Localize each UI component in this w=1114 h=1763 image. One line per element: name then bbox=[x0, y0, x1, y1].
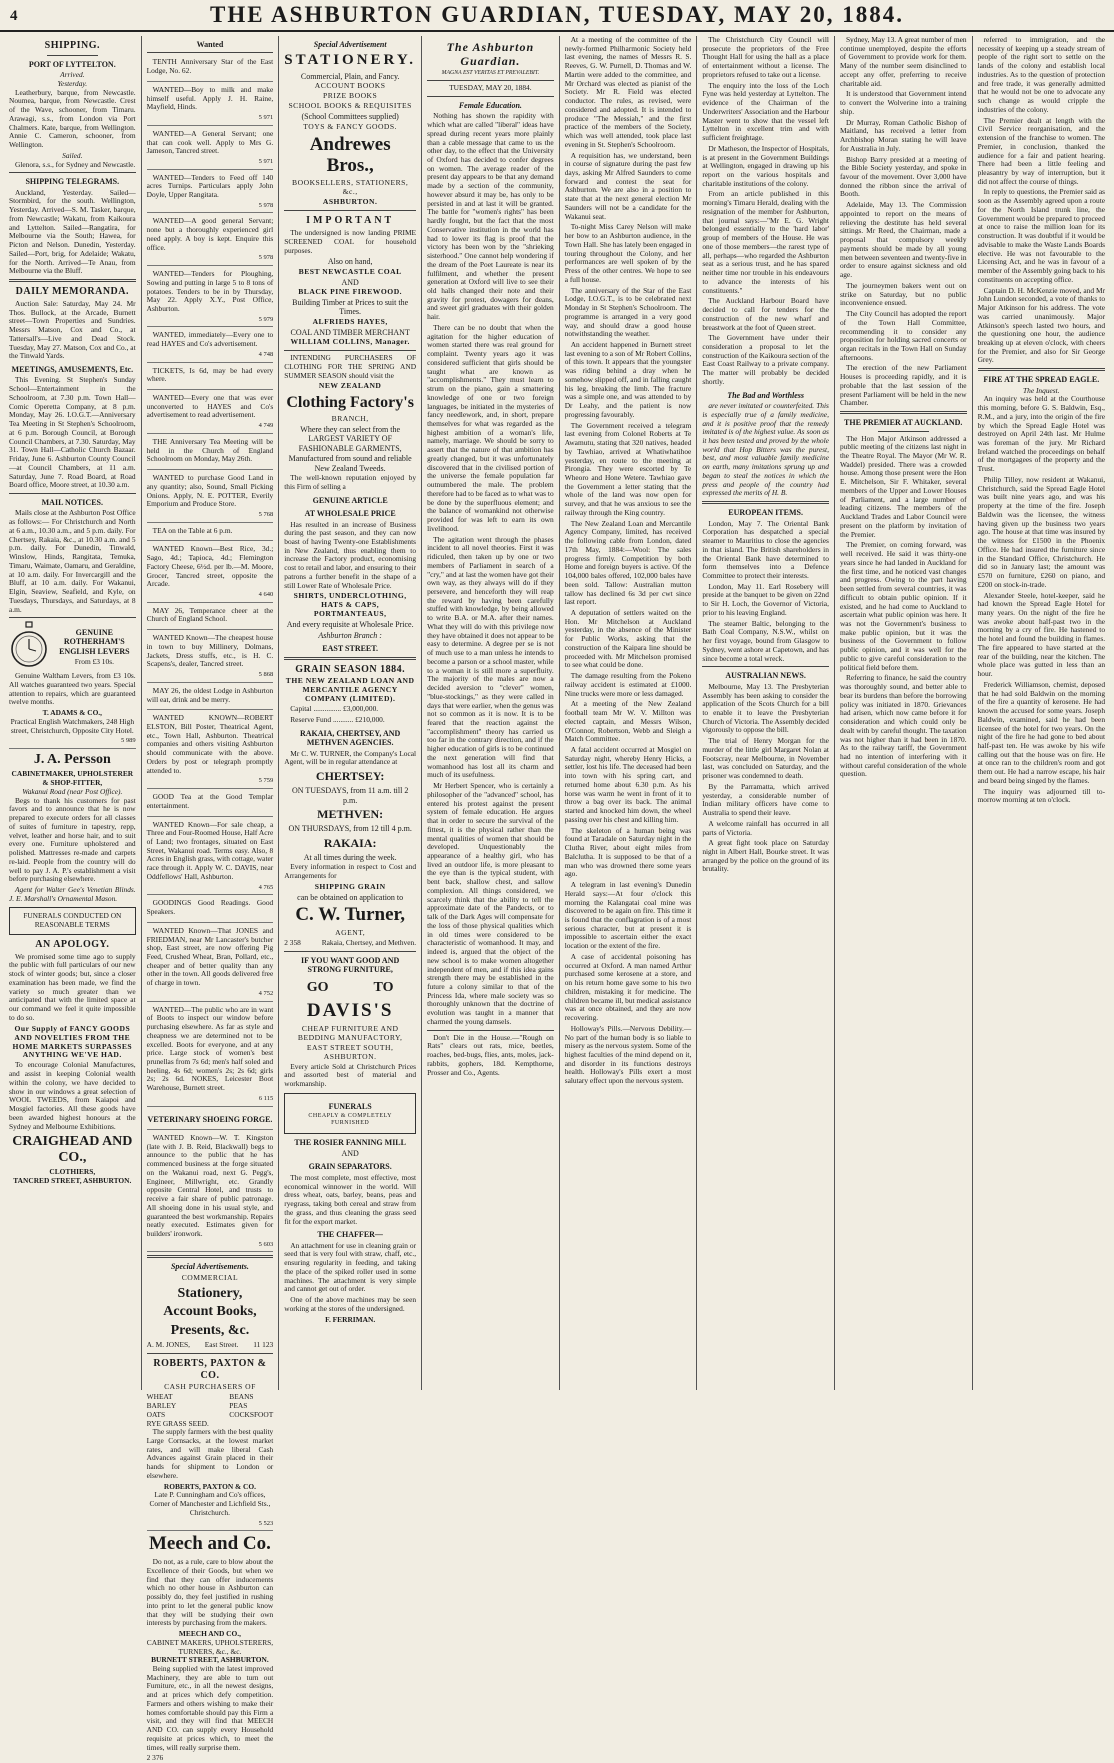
classified-ad: VETERINARY SHOEING FORGE. bbox=[147, 1109, 274, 1130]
ad-ref: 5 978 bbox=[258, 254, 274, 262]
news-paragraph: An accident happened in Burnett street last evening to a son of Mr Robert Collins, of this town. It appears that the youngster was riding behind a dray when he somehow slipped off, and in falling caught his leg, breaking the limb. The fracture was a simple one, and was attended to by Dr Leahy, and the patient is now progressing favourably. bbox=[564, 339, 692, 419]
european-paragraph: The steamer Baltic, belonging to the Bath Coal Company, N.S.W., whilst on her first voyage, bound from Glasgow to Sydney, went ashore at Capetown, and has since become a total wreck. bbox=[702, 618, 829, 663]
european-paragraph: London, May 11. Earl Rosebery will preside at the banquet to be given on 22nd to Sir H. Loch, the Governor of Victoria, prior to his leaving England. bbox=[702, 581, 829, 617]
meech-text: Do not, as a rule, care to blow about the Excellence of their Goods, but when we find that they can offer inducements which no other house in Ashburton can possibly do, they feel justified in rushing into print to let the general public know that they will be studying their own interests by purchasing from the makers. bbox=[146, 1557, 274, 1628]
stationery-line: TOYS & FANCY GOODS. bbox=[303, 121, 398, 131]
funerals-box: FUNERALS CONDUCTED ON REASONABLE TERMS bbox=[9, 907, 136, 934]
news-paragraph: From an article published in this morning's Timaru Herald, dealing with the resignation of the member for Ashburton, that journal says:—"Mr E. G. Wright belonged essentially to the 'hard labor' group of members of the House. He was one of those members—the rarest type of all, perhaps—who regarded the Ashburton seat as a serious trust, and he has spared neither time nor trouble in his endeavours to advance the interests of his constituents." bbox=[702, 189, 829, 295]
turner-name: C. W. Turner, bbox=[295, 904, 405, 926]
turner-agent: AGENT, bbox=[335, 928, 366, 938]
news-paragraph: The New Zealand Loan and Mercantile Agency Company, limited, has received the following cable from London, dated 17th May, 1884:—Wool: The sales progress firmly. Competition by both Home and foreign buyers is active. Of the 104,000 bales offered, 102,000 bales have been sold. Tallow: Australian mutton tallow has declined 6s 3d per cwt since last report. bbox=[564, 518, 692, 607]
andrewes-heading: Andrewes Bros., bbox=[309, 133, 391, 176]
ad-ref: 5 768 bbox=[258, 511, 274, 518]
ad-ref: 5 868 bbox=[258, 671, 274, 679]
nzl-heading: THE NEW ZEALAND LOAN AND MERCANTILE AGENCY COMPANY (LIMITED). bbox=[285, 676, 415, 704]
funerals-box: FUNERALS CHEAPLY & COMPLETELY FURNISHED bbox=[284, 1093, 416, 1134]
important-line: Also on hand, bbox=[327, 257, 373, 267]
important-sign: ALFRIEDS HAYES, bbox=[312, 316, 388, 326]
classified-ad: TICKETS, Is 6d, may be had every where. bbox=[147, 365, 274, 390]
column-5 bbox=[560, 36, 698, 1390]
grain-season-heading: GRAIN SEASON 1884. bbox=[295, 663, 406, 675]
european-paragraph: London, May 7. The Oriental Bank Corporation has despatched a special steamer to Mauritius to close the agencies in that island. The British shareholders in the Oriental Bank have determined to form themselves into a Defence Committee to protect their interests. bbox=[702, 518, 829, 580]
meech-heading: Meech and Co. bbox=[148, 1533, 271, 1555]
ad-ref: 4 765 bbox=[258, 883, 274, 891]
genuine-label: GENUINE ARTICLE bbox=[312, 495, 388, 505]
news-paragraph: Captain D. H. McKenzie moved, and Mr John Lundon seconded, a vote of thanks to Major Atkinson for his address. The vote was carried unanimously. Major Atkinson's speech lasted two hours, and the questioning one hour, the audience breaking up at eleven o'clock, with cheers for the Premier, and also for Sir George Grey. bbox=[977, 285, 1106, 365]
page-title: THE ASHBURTON GUARDIAN, TUESDAY, MAY 20, 1884. bbox=[209, 2, 904, 27]
memoranda-heading: DAILY MEMORANDA. bbox=[15, 286, 129, 298]
apology-heading: AN APOLOGY. bbox=[35, 938, 110, 950]
classified-ad: WANTED to purchase Good Land in any quantity; also, Sound, Small Picking Onions. Apply, N. E. POTTER, Everily Emporium and Produce Store. 5 768 bbox=[147, 472, 274, 523]
divider bbox=[147, 52, 274, 53]
ad-ref: 5 989 bbox=[121, 737, 136, 745]
australian-heading: AUSTRALIAN NEWS. bbox=[725, 671, 806, 681]
news-paragraph: The enquiry into the loss of the Loch Fyne was held yesterday at Lyttelton. The evidence of the Chairman of the Underwriters' Association and the Harbour Master went to show that the vessel left Lyttelton in excellent trim and with sufficient freightage. bbox=[702, 80, 829, 143]
reserve-line: Reserve Fund ........... £210,000. bbox=[290, 714, 385, 724]
ferriman-sign: F. FERRIMAN. bbox=[325, 1314, 376, 1324]
cash-purchasers: CASH PURCHASERS OF bbox=[164, 1382, 256, 1392]
arrived-heading: Arrived. bbox=[60, 70, 85, 80]
watch-ad bbox=[9, 621, 136, 669]
guardian-masthead: The Ashburton Guardian. bbox=[446, 40, 535, 69]
persson-address: Wakanui Road (near Post Office). bbox=[22, 786, 123, 796]
column-8 bbox=[973, 36, 1110, 1390]
watch-address: Practical English Watchmakers, 248 High street, Christchurch, Opposite City Hotel. bbox=[10, 716, 135, 735]
chertsey-label: CHERTSEY: bbox=[315, 769, 385, 784]
divider bbox=[284, 951, 416, 952]
news-paragraph: The City Council has adopted the report of the Town Hall Committee, recommending it to consider any proposition for holding sacred concerts or organ recitals in the Town Hall on Sunday afternoons. bbox=[839, 309, 967, 362]
commercial-label: COMMERCIAL bbox=[181, 1272, 239, 1282]
east-street: EAST STREET. bbox=[322, 644, 379, 654]
classified-ad: WANTED Known—For sale cheap, a Three and Four-Roomed House, Half Acre of Land; two frontages, situated on East Street, Wakanui road. Terms easy. Also, 8 Acres in English grass, with cottage, water race through it. Apply W. C. DAVIS, near Oddfellows' Hall, Ashburton. 4 765 bbox=[147, 819, 274, 896]
classified-ad: WANTED—Every one that was ever unconverted to HAYES and Co's advertisement to read advertisement. 4 749 bbox=[147, 392, 274, 434]
classified-ad: WANTED KNOWN—ROBERT ELSTON, Bill Poster, Theatrical Agent, etc., Town Hall, Ashburton. Theatrical companies and others visiting Ashburton should communicate with the above. Orders by post or telegraph promptly attended to. 5 759 bbox=[147, 712, 274, 789]
classified-ad: WANTED—Tenders for Ploughing, Sowing and putting in large 5 to 8 tons of potatoes. Tenders to be in by Thursday, May 22. Apply X.Y., Post Office, Ashburton. 5 979 bbox=[147, 268, 274, 327]
apology-tail: To encourage Colonial Manufactures, and assist in keeping Colonial wealth within the colony, we have decided to show in our windows a great selection of WOOL TWEEDS, from Kaiapoi and Mosgiel factories. All these goods have been awarded highest honours at the Sydney and Melbourne Exhibitions. bbox=[9, 1060, 136, 1131]
presents-label: Presents, &c. bbox=[170, 1322, 250, 1338]
persson-sub: CABINETMAKER, UPHOLSTERER & SHOP-FITTER, bbox=[11, 769, 134, 788]
ad-ref: 6 115 bbox=[258, 1094, 274, 1102]
news-paragraph: The skeleton of a human being was found at Taradale on Saturday night in the Clutha River, about eight miles from Balclutha. It is supposed to be that of a man who was drowned there some years ago. bbox=[564, 825, 692, 879]
andrewes-town: ASHBURTON. bbox=[322, 197, 378, 207]
meetings-heading: MEETINGS, AMUSEMENTS, Etc. bbox=[11, 365, 134, 375]
shipping-grain: SHIPPING GRAIN bbox=[314, 881, 386, 891]
watch-signature: T. ADAMS & CO., bbox=[42, 708, 103, 718]
branch-line: Ashburton Branch : bbox=[318, 630, 382, 640]
stationery-line: (School Committees supplied) bbox=[301, 112, 399, 122]
clothing-heading: Clothing Factory's bbox=[286, 394, 414, 412]
news-paragraph: At a meeting of the New Zealand football team Mr W. V. Millton was elected captain, and Messrs Wilson, O'Connor, Robertson, Webb and Sleigh a Match Committee. bbox=[564, 699, 692, 744]
stationery-line: PRIZE BOOKS bbox=[323, 91, 378, 101]
apology-text: We promised some time ago to supply the public with full particulars of our new stock of winter goods; but, since a closer examination has been made, we find the variety so much greater than we anticipated that with the limited space at our command we feel it quite impossible to do so. bbox=[9, 951, 136, 1022]
important-manager: WILLIAM COLLINS, Manager. bbox=[290, 337, 410, 347]
methven-when: ON THURSDAYS, from 12 till 4 p.m. bbox=[288, 824, 412, 834]
divider bbox=[147, 1353, 274, 1354]
classified-ad: WANTED Known—Best Rice, 3d.; Sago, 4d.; Tapioca, 4d.; Flemington Factory Cheese, 6½d. per lb.—M. Moore, Grocer, Tancred street, opposite the Arcade. 4 640 bbox=[147, 543, 274, 602]
news-paragraph: At a meeting of the committee of the newly-formed Philharmonic Society held last evening, the names of Messrs R. S. Reeves, G. W. Purnell, D. Thomas and W. Martin were added to the committee, and Mr Orchard was elected as pianist of the Society. Mr R. Field was elected conductor. The rules, as revised, were considered and adopted. It is intended to produce "The Messiah," and the first practice of the members of the Society, which was well attended, took place last evening in St. Stephen's Schoolroom. bbox=[564, 35, 692, 149]
news-paragraph: Dr Matheson, the Inspector of Hospitals, is at present in the Government Buildings at Wellington, engaged in drawing up his report on the various hospitals and charitable institutions of the colony. bbox=[702, 143, 829, 188]
bad-heading: The Bad and Worthless bbox=[727, 390, 805, 400]
column-1 bbox=[4, 36, 142, 1390]
chaffer-text2: One of the above machines may be seen working at the stores of the undersigned. bbox=[284, 1295, 417, 1313]
telegrams-text: Auckland, Yesterday. Sailed—Stormbird, for the south. Wellington, Yesterday. Arrived—S. M. Tasker, barque, from Newcastle; Wakatu, from Kaikoura and Lyttelton. Sailed—Rangatira, for Melbourne via the South; Hawea, for Picton and Nelson. Dunedin, Yesterday. Sailed—Port, brig, for Adelaide; Wakatu, for the North. Arrived—Te Anau, from Melbourne via the Bluff. bbox=[9, 187, 136, 276]
advertisement-paragraph: Holloway's Pills.—Nervous Debility.—No part of the human body is so liable to misery as the nervous system. Some of the highest faculties of the mind depend on it, and disorder in its functions destroys health. Holloway's Pills exert a most salutary effect upon the nervous system. bbox=[564, 1023, 692, 1086]
want-heading: IF YOU WANT GOOD AND STRONG FURNITURE, bbox=[301, 955, 400, 975]
turner-row: 2 358 Rakaia, Chertsey, and Methven. bbox=[284, 938, 417, 948]
jones-row: A. M. JONES, East Street. 11 123 bbox=[146, 1340, 274, 1350]
ad-ref: 5 759 bbox=[258, 777, 274, 785]
ad-ref: 5 971 bbox=[258, 114, 274, 122]
news-paragraph: The Premier dealt at length with the Civil Service reorganisation, and the extension of the franchise to women. The Premier, in conclusion, thanked the audience for a fair and patient hearing. There had been a little feeling and pleasantry by way of interruption, but it did not affect the course of things. bbox=[977, 115, 1106, 186]
watch-heading: GENUINE ROTHERHAM'S ENGLISH LEVERS bbox=[59, 627, 130, 656]
premier-paragraph: The Premier, on coming forward, was well received. He said it was thirty-one years since he had landed in Auckland for the first time, and he noticed vast changes and progress. Owing to the part having been settled from several countries, it was difficult to obtain public opinion. If it existed, and he had come to Auckland to ascertain what public opinion was here. It was not the Government's business to make public opinion, but it was the business of the Government to follow public opinion, and it was well for the public to give careful consideration to the political field before them. bbox=[839, 540, 967, 672]
davis-sub: CHEAP FURNITURE AND BEDDING MANUFACTORY, bbox=[297, 1023, 403, 1042]
watch-text: Genuine Waltham Levers, from £3 10s. All watches guaranteed two years. Special attention to repairs, which are guaranteed twelve months. bbox=[9, 671, 136, 707]
article-paragraph: Nothing has shown the rapidity with which what are called "liberal" ideas have spread during recent years more plainly than a cable message that came to us the other day, to the effect that the University of Oxford has decided to confer degrees on women. The average reader of the present day appears to be that any demand made by a section of the community, however absurd it may be, has only to be persisted in and at last it will be granted. The battle for "women's rights" has been hardly fought, but the fact that the most Conservative institution in the world has had to lower its flag is proof that the victory has been won by the "shrieking sisterhood." One cannot help wondering if the dream of the Poet Laureate is near its fulfilment, and whether the present generation at Oxford will live to see their old halls changed their note and their gravity for protest, dowagers for deans, and sweet girl graduates with their golden hair. bbox=[427, 111, 554, 322]
wholesale-label: AT WHOLESALE PRICE bbox=[304, 509, 396, 519]
meech-sub: CABINET MAKERS, UPHOLSTERERS, TURNERS, &c., &c. bbox=[146, 1637, 274, 1656]
classified-ad: WANTED—The public who are in want of Boots to inspect our window before purchasing elsewhere. As far as style and cheapness we are determined not to be excelled. Boots for everyone, and at any price. Large stock of women's best prunellas from 7s 6d; men's half soled and heeling, 4s 6d; women's 2s; 2s 6d; girls 2s; 2s 6d. NOKES, Leicester Boot Warehouse, Burnett street. 6 115 bbox=[147, 1004, 274, 1107]
article-paragraph: The agitation went through the phases incident to all novel theories. First it was ridiculed, then taken up by one or two members of Parliament in search of a "cry," and at last the women have got their own way, as they always will do if they persevere, and henceforth they will reap the reward by having been carefully stuffed with knowledge, by being allowed to write B.A. or M.A. after their names. What they will do with this privilege now they have obtained it does not appear to be easy to determine. A degree per se is not of much use to a man unless he intends to become a parson or a school master, while to a woman it is still more a superfluity. The majority of the males are now a decided aversion to "clever" women, "blue-stockings," as they were called in days that were earlier, when the genus was not so common as it is now. It is to be feared that the reaction against the "accomplishment" theory has carried us too far in the contrary direction, and if the higher education of girls is to be continued the next generation will find that womanhood has lost all its charm and much of its usefulness. bbox=[427, 534, 554, 780]
column-6 bbox=[697, 36, 835, 1390]
stationery-label: Stationery, bbox=[177, 1285, 243, 1301]
column-4 bbox=[422, 36, 560, 1390]
special-heading: Special Advertisement bbox=[313, 40, 387, 49]
news-paragraph: The Auckland Harbour Board have decided to call for tenders for the construction of the new wharf and breastwork at the foot of Queen street. bbox=[702, 296, 829, 332]
premier-paragraph: The Hon Major Atkinson addressed a public meeting of the citizens last night in the Theatre Royal. The Mayor (Mr W. R. Waddel) presided. There was a crowded house. Among those present were the Hon E. Mitchelson, Sir F. Whitaker, several members of the Upper and Lower Houses of Parliament, and a large number of leading citizens. The members of the Auckland Trades and Labor Council were present on the platform by invitation of the Premier. bbox=[839, 433, 967, 539]
clothing-branch: BRANCH, bbox=[331, 414, 369, 424]
inquest-heading: The Inquest. bbox=[1023, 385, 1060, 395]
news-paragraph: To-night Miss Carey Nelson will make her bow to an Ashburton audience, in the Town Hall. She has lately been engaged in touring throughout the Colony, and her performances are well spoken of by the Press of the other centres. We hope to see a full house. bbox=[564, 222, 692, 284]
clothing-text: The well-known reputation enjoyed by this Firm of selling a bbox=[284, 473, 417, 491]
news-paragraph: Adelaide, May 13. The Commission appointed to report on the means of relieving the destitute has held several sittings. Mr Reed, the Chairman, made a proposal that compulsory weekly payments should be made by all young men between seventeen and twenty-five in order to ensure against sickness and old age. bbox=[839, 200, 967, 280]
classified-ad: GOOD Tea at the Good Templar entertainment. bbox=[147, 791, 274, 816]
agent-text: Mr C. W. TURNER, the Company's Local Agent, will be in regular attendance at bbox=[284, 748, 417, 767]
stationery-heading: STATIONERY. bbox=[284, 52, 417, 69]
port-heading: PORT OF LYTTELTON. bbox=[28, 59, 116, 69]
news-paragraph: The damage resulting from the Pokeno railway accident is estimated at £1000. Nine trucks were more or less damaged. bbox=[564, 671, 692, 698]
classified-ad: THE Anniversary Tea Meeting will be held in the Church of England Schoolroom on Monday, May 26th. bbox=[147, 436, 274, 470]
advertisement-paragraph: Don't Die in the House.—"Rough on Rats" clears out rats, mice, beetles, roaches, bed-bugs, flies, ants, moles, jack-rabbits, gophers, 18d. Kempthorne, Prosser and Co., Agents. bbox=[427, 1032, 554, 1077]
divider bbox=[284, 350, 416, 351]
divider bbox=[284, 210, 416, 211]
persson-agent: Agent for Walter Gee's Venetian Blinds. J. E. Marshall's Ornamental Mason. bbox=[9, 885, 136, 903]
sailed-text: Glenora, s.s., for Sydney and Newcastle. bbox=[15, 159, 136, 169]
clothing-intro: INTENDING PURCHASERS OF CLOTHING FOR THE SPRING AND SUMMER SEASON should visit the bbox=[284, 353, 417, 380]
fire-paragraph: Alexander Steele, hotel-keeper, said he had known the Spread Eagle Hotel for many years. On the night of the fire he was awoke about half-past two in the morning by a cry of fire. He hastened to the hotel and found the building in flames. The fire appeared to have started at the rear of the building, near the kitchen. The whole place was gutted in less than an hour. bbox=[977, 590, 1106, 679]
article-paragraph: There can be no doubt that when the agitation for the higher education of women started there was real ground for complaint. Twenty years ago it was considered sufficient that girls should be taught what are known as "accomplishments." They must learn to strum on the piano, gain a smattering knowledge of one or two foreign languages, be initiated in the mysteries of fancy needlework, and, in short, prepare themselves for what was regarded as the highest ambition of a woman's life, namely, marriage. We should be sorry to assert that the nature of that ambition has greatly changed, but it was unfortunately discovered that in the civilised portion of the universe the female population far outnumbered the male. The problem therefore had to be faced as to what was to be done by the superfluous element; and the balance of womankind not otherwise provided for was left to earn its own livelihood. bbox=[427, 322, 554, 533]
rosier-text: The most complete, most effective, most economical winnower in the world. Will dress wheat, oats, barley, beans, peas and ryegrass, taking both cereal and straw from the grass, and thus cleaning the grass seed fit for the export market. bbox=[284, 1172, 417, 1226]
meech-text2: Being supplied with the latest improved Machinery, they are able to turn out Furniture, etc., in all the newest designs, and at prices which defy competition. Farmers and others wishing to make their homes comfortable should pay this Firm a visit, and they will find that MEECH AND CO. can supply every Household requisite at prices which, to meet the times, will really surprise them. bbox=[146, 1663, 274, 1752]
news-paragraph: The Christchurch City Council will prosecute the proprietors of the Free Thought Hall for using the hall as a place of entertainment without a license. The proprietors refused to take out a license. bbox=[702, 35, 829, 79]
masthead bbox=[0, 0, 1114, 32]
telegrams-heading: SHIPPING TELEGRAMS. bbox=[25, 177, 120, 187]
important-line: Building Timber at Prices to suit the Times. bbox=[292, 298, 409, 317]
craighead-name: CRAIGHEAD AND CO., bbox=[12, 1134, 133, 1165]
ad-ref: 4 752 bbox=[258, 989, 274, 997]
roberts-address: Late P. Cunningham and Co's offices, Corner of Manchester and Lichfield Sts., Christchurch. bbox=[149, 1490, 271, 1517]
can-obtain: can be obtained on application to bbox=[297, 892, 404, 902]
ad-ref: 4 640 bbox=[258, 591, 274, 599]
stationery-line: SCHOOL BOOKS & REQUISITES bbox=[288, 101, 412, 111]
important-sign: COAL AND TIMBER MERCHANT bbox=[290, 327, 410, 337]
divider bbox=[427, 1030, 554, 1031]
clothing-manufactured: Manufactured from sound and reliable New Zealand Tweeds. bbox=[288, 454, 412, 473]
european-heading: EUROPEAN ITEMS. bbox=[728, 508, 803, 518]
roberts-sign: ROBERTS, PAXTON & CO. bbox=[163, 1481, 256, 1491]
fancy-heading: Our Supply of FANCY GOODS AND NOVELTIES FROM THE HOME MARKETS SURPASSES ANYTHING WE'VE HAD. bbox=[12, 1023, 133, 1060]
divider bbox=[978, 368, 1105, 371]
bad-text: are never imitated or counterfeited. This is especially true of a family medicine, and it is positive proof that the remedy imitated is of the highest value. As soon as it has been tested and proved by the whole world that Hop Bitters was the purest, best, and most valuable family medicine on earth, many imitations sprung up and began to steal the notices in which the press and people of the country had expressed the merits of H. B. bbox=[702, 401, 829, 498]
news-paragraph: Sydney, May 13. A great number of men continue unemployed, despite the efforts of Government to provide work for them. Many of the number seem disinclined to accept any offer, preferring to receive charitable aid. bbox=[839, 35, 967, 88]
divider bbox=[878, 431, 929, 432]
important-text: The undersigned is now landing PRIME SCREENED COAL for household purposes. bbox=[284, 228, 417, 255]
ad-ref: 2 376 bbox=[146, 1753, 164, 1763]
news-paragraph: A fatal accident occurred at Mosgiel on Saturday night, whereby Henry Hicks, a settler, lost his life. The deceased had been into town with his spring cart, and returned home about 6.30 p.m. As his horse was warm he went in front of it to throw a bag over its back. The animal started and knocked him down, the wheel passing over his chest and killing him. bbox=[564, 745, 692, 824]
important-heading: IMPORTANT bbox=[306, 215, 395, 227]
clothing-text2: Has resulted in an increase of Business during the past season, and they can now boast of having Twenty-one Establishments in New Zealand, thus enabling them to increase the Factory product, economising cost to retail and labor, and ensuring to their patrons a further benefit in the shape of a still Lower Rate of Wholesale Price. bbox=[284, 519, 417, 590]
news-paragraph: A case of accidental poisoning has occurred at Oxford. A man named Arthur purchased some kerosene at a store, and on his return home gave some to his two children, mistaking it for medicine. The children became ill, but medical assistance was at once obtained, and they are now recovering. bbox=[564, 951, 692, 1023]
column-2 bbox=[142, 36, 280, 1763]
shipping-heading: SHIPPING. bbox=[44, 40, 100, 51]
craighead-address: TANCRED STREET, ASHBURTON. bbox=[13, 1175, 132, 1185]
fire-paragraph: Philip Tilley, now resident at Wakanui, Christchurch, said the Spread Eagle Hotel was built nine years ago, and was his property at the time of the fire. Joseph Baldwin was the licensee, the witness having given up the business two years ago. The house at that time was insured by the witness for £1500 in the Phoenix Office. He had insured the furniture since in the Standard Office, Christchurch. He did so in January last; the amount was £570 on furniture, £260 on piano, and £200 on stock-in-trade. bbox=[977, 474, 1106, 589]
memoranda-text: Auction Sale: Saturday, May 24. Mr Thos. Bullock, at the Arcade, Burnett street—Town Properties and Sundries. Messrs Matson, Cox and Co., at Tattersall's—Live and Dead Stock. Tuesday, May 27. Matson, Cox and Co., at the Tinwald Yards. bbox=[9, 298, 136, 361]
australian-paragraph: A great fight took place on Saturday night in Albert Hall, Bourke street. It was arranged by the police on the ground of its brutality. bbox=[702, 838, 829, 874]
news-paragraph: In reply to questions, the Premier said as soon as the Assembly agreed upon a route for the North Island trunk line, the Government would be prepared to proceed at once to raise the million loan for its construction. It was doubtful if it would be advisable to make the Waste Lands Boards elective. He was not favourable to the Licensing Act, and he was in favour of a member of the Assembly going back to his constituents on accepting office. bbox=[977, 187, 1106, 284]
divider bbox=[9, 172, 136, 173]
column-7 bbox=[835, 36, 973, 1390]
newspaper-columns bbox=[4, 35, 1110, 1763]
davis-heading: DAVIS'S bbox=[306, 1000, 394, 1022]
divider bbox=[702, 501, 829, 504]
fire-paragraph: Frederick Williamson, chemist, deposed that he had sold Baldwin on the morning of the fire a quantity of kerosene. He had known the accused for some years. Joseph Baldwin, examined, said he had been licensee of the hotel for two years. On the night of the fire he had gone to bed about half-past ten. He was awoke by his wife calling out that the house was on fire. He at once ran to the children's room and got them out. He had a narrow escape, his hair and beard being singed by the flames. bbox=[977, 679, 1106, 785]
special-heading: Special Advertisements. bbox=[170, 1262, 249, 1272]
meech-address: BURNETT STREET, ASHBURTON. bbox=[151, 1655, 269, 1665]
divider bbox=[427, 80, 554, 81]
andrewes-sub: BOOKSELLERS, STATIONERS, &c., bbox=[292, 178, 409, 197]
guardian-date: TUESDAY, MAY 20, 1884. bbox=[449, 83, 532, 93]
news-paragraph: The erection of the new Parliament Houses is proceeding rapidly, and it is probable that the last session of the present Parliament will be held in the new Chamber. bbox=[839, 363, 967, 408]
divider bbox=[840, 411, 967, 414]
article-heading: Female Education. bbox=[458, 100, 522, 110]
fire-paragraph: The inquiry was adjourned till to-morrow morning at ten o'clock. bbox=[977, 786, 1106, 805]
capital-line: Capital ............... £3,000,000. bbox=[290, 704, 379, 714]
clothing-nz: NEW ZEALAND bbox=[318, 381, 382, 391]
classified-ad: WANTED—Boy to milk and make himself useful. Apply J. H. Raine, Mayfield, Hinds. 5 971 bbox=[147, 84, 274, 126]
classified-ad: MAY 26, Temperance cheer at the Church of England School. bbox=[147, 605, 274, 630]
chertsey-when: ON TUESDAYS, from 11 a.m. till 2 p.m. bbox=[291, 786, 409, 805]
important-line: BEST NEWCASTLE COAL bbox=[298, 266, 402, 276]
column-3 bbox=[279, 36, 422, 1390]
ad-ref: 5 979 bbox=[258, 315, 274, 323]
news-paragraph: A deputation of settlers waited on the Hon. Mr Mitchelson at Auckland yesterday, in the absence of the Minister for Public Works, asking that the construction of the Kaipara line should be proceeded with. Mr Mitchelson promised to see what could be done. bbox=[564, 608, 692, 670]
premier-heading: THE PREMIER AT AUCKLAND. bbox=[844, 418, 963, 428]
mail-text: Mails close at the Ashburton Post Office as follows:— For Christchurch and North at 6 a.m., 10.30 a.m., and 5 p.m. daily. For Chertsey, Rakaia, &c., at 10.30 a.m. and 5 p.m. daily. For Dunedin, Tinwald, Winslow, Hinds, Rangitata, Temuka, Timaru, Waimate, Oamaru, and Geraldine, at 10 a.m. daily. For Invercargill and the Bluff, at 10 a.m. daily. For Wakanui, Elgin, Seaview, Seafield, and Kyle, on Tuesdays, Thursdays, and Saturdays, at 8 a.m. bbox=[9, 508, 136, 614]
shirts-line: SHIRTS, UNDERCLOTHING, HATS & CAPS, PORTMANTEAUS, bbox=[293, 591, 407, 619]
agencies-heading: RAKAIA, CHERTSEY, AND METHVEN AGENCIES. bbox=[299, 728, 401, 748]
news-paragraph: referred to immigration, and the necessity of keeping up a steady stream of people of the right sort to settle on the lands of the colony and establish local industries. As to the question of protection and free trade, it was generally admitted that he would not be one to advocate any such change as would cripple the industries of the colony. bbox=[977, 35, 1106, 114]
rosier-and: AND bbox=[341, 1148, 359, 1158]
guardian-motto: MAGNA EST VERITAS ET PREVALEBIT. bbox=[441, 70, 540, 77]
wanted-heading: Wanted bbox=[196, 40, 224, 49]
classified-ad: MAY 26, the oldest Lodge in Ashburton will eat, drink and be merry. bbox=[147, 685, 274, 710]
australian-paragraph: The trial of Henry Morgan for the murder of the little girl Margaret Nolan at Footscray, near Melbourne, in November last, was concluded on Saturday, and the prisoner was condemned to death. bbox=[702, 736, 829, 781]
classified-ad: WANTED, immediately—Every one to read HAYES and Co's advertisement. 4 748 bbox=[147, 329, 274, 362]
account-books-label: Account Books, bbox=[163, 1304, 257, 1320]
stationery-line: ACCOUNT BOOKS bbox=[314, 81, 386, 91]
australian-paragraph: By the Parramatta, which arrived yesterday, a considerable number of Indian military officers have come to Australia to spend their leave. bbox=[702, 781, 829, 818]
fire-heading: FIRE AT THE SPREAD EAGLE. bbox=[983, 375, 1100, 385]
davis-address: EAST STREET SOUTH, ASHBURTON. bbox=[306, 1042, 394, 1061]
ad-ref: 4 749 bbox=[258, 422, 274, 430]
divider bbox=[47, 55, 98, 56]
chaffer-text: An attachment for use in cleaning grain or seed that is very foul with straw, chaff, etc., ensuring regularity in feeding, and taking the place of the spiked roller used in some machines. The attachment is very simple and cannot get out of order. bbox=[284, 1240, 417, 1294]
news-paragraph: The Government have under their consideration a proposal to let the construction of the Kaikoura section of the East Coast Railway to a private company. The matter will probably be decided shortly. bbox=[702, 333, 829, 386]
methven-label: METHVEN: bbox=[317, 807, 384, 822]
grain-separators: GRAIN SEPARATORS. bbox=[308, 1162, 392, 1172]
meech-sign: MEECH AND CO., bbox=[178, 1629, 241, 1639]
news-paragraph: It is understood that Government intend to convert the Wolverine into a training ship. bbox=[839, 89, 967, 116]
grains-row: WHEAT BARLEY OATS RYE GRASS SEED. BEANS PEAS COCKSFOOT bbox=[146, 1392, 274, 1428]
news-paragraph: A telegram in last evening's Dunedin Herald says:—At four o'clock this morning the Kalangatai coal mine was discovered to be again on fire. This time it is found that the conflagration is of a most serious character, but at present it is impossible to ascertain either the exact location or the extent of the fire. bbox=[564, 880, 692, 951]
classified-ad: WANTED—A General Servant; one that can cook well. Apply to Mrs G. Jameson, Tancred street. 5 971 bbox=[147, 128, 274, 170]
news-paragraph: The journeymen bakers went out on strike on Saturday, but no public inconvenience ensued. bbox=[839, 280, 967, 308]
ad-ref: 5 523 bbox=[258, 1519, 274, 1527]
premier-paragraph: Referring to finance, he said the country was thoroughly sound, and better able to bear its burdens than before the borrowing policy was initiated in 1870. Grievances had arisen, which now came before it for consideration and which could only be dealt with by careful thought. The taxation was not higher than it had been in 1870. As to the railway tariff, the Government had no intention of interfering with it without careful consideration of the whole question. bbox=[839, 673, 967, 779]
craighead-clothiers: CLOTHIERS, bbox=[49, 1167, 96, 1177]
sailed-heading: Sailed. bbox=[62, 150, 83, 160]
go-to-row: GO TO bbox=[306, 979, 394, 995]
info-text: Every information in respect to Cost and Arrangements for bbox=[284, 862, 417, 881]
ad-ref: 5 971 bbox=[258, 157, 274, 165]
classified-ad: WANTED Known—The cheapest house in town to buy Millinery, Dolmans, Jackets, Dress stuffs, etc., is H. C. Scapens's, dealer, Tancred street. 5 868 bbox=[147, 632, 274, 683]
fire-paragraph: An inquiry was held at the Courthouse this morning, before G. S. Baldwin, Esq., R.M., and a jury, into the origin of the fire by which the Spread Eagle Hotel was destroyed on April 24th last. Mr Hulme was foreman of the jury. Mr Richard Ireland watched the proceedings on behalf of the mortgagees of the property and the Trust. bbox=[977, 394, 1106, 474]
classified-ad: WANTED Known—That JONES and FRIEDMAN, near Mr Lancaster's butcher shop, East street, are now offering Pig Feed, Crushed Wheat, Bran, Pollard, etc., cheaper and of better quality than any other in the town. All goods delivered free of charge in town. 4 752 bbox=[147, 925, 274, 1002]
shirts-tail: And every requisite at Wholesale Price. bbox=[286, 620, 414, 630]
rosier-heading: THE ROSIER FANNING MILL bbox=[294, 1137, 406, 1147]
classified-ad: WANTED—A good general Servant; none but a thoroughly experienced girl need apply. A boy is kept. Enquire this office. 5 978 bbox=[147, 215, 274, 266]
persson-text: Begs to thank his customers for past favors and to announce that he is now prepared to execute orders for all classes of suites of furniture in tapestry, repp, velvet, leather and horse hair, and to suit every one. Furniture upholstered and polished. Mattresses re-made and carpets re-laid. People from the country will do well to pay J. A. P.'s establishment a visit before purchasing elsewhere. bbox=[9, 795, 136, 884]
meetings-text: This Evening. St Stephen's Sunday School—Entertainment in the Schoolroom, at 7.30 p.m. Town Hall—Comic Operetta Company, at 8 p.m. Monday, May 26. I.O.G.T.—Anniversary Tea Meeting in St Stephen's Schoolroom, at 6 p.m. Borough Council, at Borough Council Chambers, at 7.30. Saturday, May 31. Town Hall—Catholic Church Bazaar. Friday, June 6. Ashburton County Council—at Council Chambers, at 11 a.m. Saturday, June 7. Road Board, at Road Board office, Moore street, at 10.30 a.m. bbox=[9, 375, 136, 490]
roberts-heading: ROBERTS, PAXTON & CO. bbox=[153, 1357, 267, 1381]
classified-ad: GOODINGS Good Readings. Good Speakers. bbox=[147, 897, 274, 922]
article-paragraph: Mr Herbert Spencer, who is certainly a philosopher of the "advanced" school, has entered his protest against the present system of female education. He argues that in order to secure the survival of the fittest, it is the physical rather than the mental qualities of women that should be developed. Unquestionably the appearance of a healthy girl, who has lived an outdoor life, is more pleasant to the eye than is the typical student, with bent back, shallow chest, and sallow complexion. All things considered, we scarcely think that the ability to tell the approximate date of the Pandects, or to talk of the Dark Ages will compensate for the loss of those physical qualities which in old times were considered to be characteristic of womanhood. It may, and indeed is, argued that the object of the new school is to make women altogether independent of men, and if this idea gains strength there may be established in the future a colony similar to that of the Princess Ida, where male society was so thoroughly unknown that the doctrine of evolution was taught in a manner that charmed the young damsels. bbox=[427, 781, 554, 1026]
arrivals-text: Leatherbury, barque, from Newcastle. Noumea, barque, from Newcastle. Crest of the Wave, schooner, from Timaru. Arawagi, s.s., from London via Port Chalmers. Kate, barque, from Wellington. Annie C. Cameron, schooner, from Wellington. bbox=[9, 87, 136, 150]
mail-heading: MAIL NOTICES. bbox=[41, 498, 103, 508]
classified-ad: WANTED Known—W. T. Kingston (late with J. B. Reid, Blackwall) begs to announce to the public that he has commenced business at the forge situated on the Wakanui road, next G. Pegg's, Engineer, Millwright, etc. Grandly opposite Central Hotel, and trusts to receive a fair share of public patronage. All shoeing done in his usual style, and guaranteed the best workmanship. Repairs neatly executed. Estimates given for builders' ironwork. 5 603 bbox=[147, 1132, 274, 1252]
important-line: BLACK PINE FIREWOOD. bbox=[298, 287, 403, 297]
divider bbox=[9, 493, 136, 494]
stationery-line: Commercial, Plain, and Fancy. bbox=[300, 71, 400, 81]
page-number: 4 bbox=[10, 8, 18, 24]
divider bbox=[147, 1255, 274, 1258]
ad-ref: 5 603 bbox=[258, 1240, 274, 1248]
davis-text: Every article Sold at Christchurch Prices and assorted best of material and workmanship. bbox=[284, 1061, 417, 1089]
divider bbox=[702, 666, 829, 667]
roberts-text: The supply farmers with the best quality Large Cornsacks, at the lowest market rates, and will make liberal Cash Advances against Grain placed in their hands for shipment to London or elsewhere. bbox=[146, 1427, 274, 1480]
classified-ad: TENTH Anniversary Star of the East Lodge, No. 62. bbox=[147, 56, 274, 81]
clothing-largest: Where they can select from the LARGEST VARIETY OF FASHIONABLE GARMENTS, bbox=[298, 424, 402, 453]
news-paragraph: The Government received a telegram last evening from Colonel Roberts at Te Awamutu, stating that 320 natives, headed by Tawhiao, arrived at Whatiwhatihoe yesterday, en route to the meeting at Pirongia. They were escorted by Te Wheoro and Hone Wetere. Tawhiao gave the Government a letter stating that the whole of the land was now open for survey, and that he was anxious to see the railway through the King country. bbox=[564, 420, 692, 517]
pocket-watch-icon bbox=[9, 621, 49, 669]
divider bbox=[284, 657, 416, 660]
news-paragraph: Dr Murray, Roman Catholic Bishop of Maitland, has received a letter from Archbishop Moran stating he will leave for Australia in July. bbox=[839, 117, 967, 153]
divider bbox=[9, 279, 136, 282]
watch-price: From £3 10s. bbox=[74, 657, 114, 667]
rakaia-when: At all times during the week. bbox=[303, 852, 397, 862]
yesterday-label: Yesterday. bbox=[57, 78, 88, 88]
news-paragraph: A requisition has, we understand, been in course of signature during the past few days, asking Mr Alfred Saunders to come forward and contest the seat for Ashburton. We are also in a position to state that at the next general election Mr Saunders will not be a candidate for the Wakanui seat. bbox=[564, 150, 692, 221]
australian-paragraph: Melbourne, May 13. The Presbyterian Assembly has been asking to consider the application of the Scots Church for a bill to enable it to leave the Presbyterian Church of Victoria. The Assembly decided vigorously to oppose the bill. bbox=[702, 681, 829, 735]
ad-ref: 4 748 bbox=[258, 350, 274, 358]
australian-paragraph: A welcome rainfall has occurred in all parts of Victoria. bbox=[702, 818, 829, 837]
rakaia-label: RAKAIA: bbox=[323, 835, 377, 850]
chaffer-heading: THE CHAFFER— bbox=[317, 1230, 383, 1240]
classified-ad: TEA on the Table at 6 p.m. bbox=[147, 525, 274, 542]
ad-ref: 5 978 bbox=[258, 201, 274, 209]
news-paragraph: Bishop Barry presided at a meeting of the Bible Society yesterday, and spoke in favour of the movement. Over 3,000 have donned the ribbon since the arrival of Booth. bbox=[839, 154, 967, 199]
divider bbox=[427, 96, 554, 97]
news-paragraph: The anniversary of the Star of the East Lodge, I.O.G.T., is to be celebrated next Monday in St Stephen's Schoolroom. The programme is arranged in a very good way, and should draw a good house notwithstanding the weather. bbox=[564, 285, 692, 339]
classified-ad: WANTED—Tenders to Feed off 140 acres Turnips. Particulars apply John Doyle, Upper Rangitata. 5 978 bbox=[147, 172, 274, 214]
persson-heading: J. A. Persson bbox=[33, 752, 111, 768]
important-line: AND bbox=[341, 277, 359, 287]
divider bbox=[9, 617, 136, 618]
